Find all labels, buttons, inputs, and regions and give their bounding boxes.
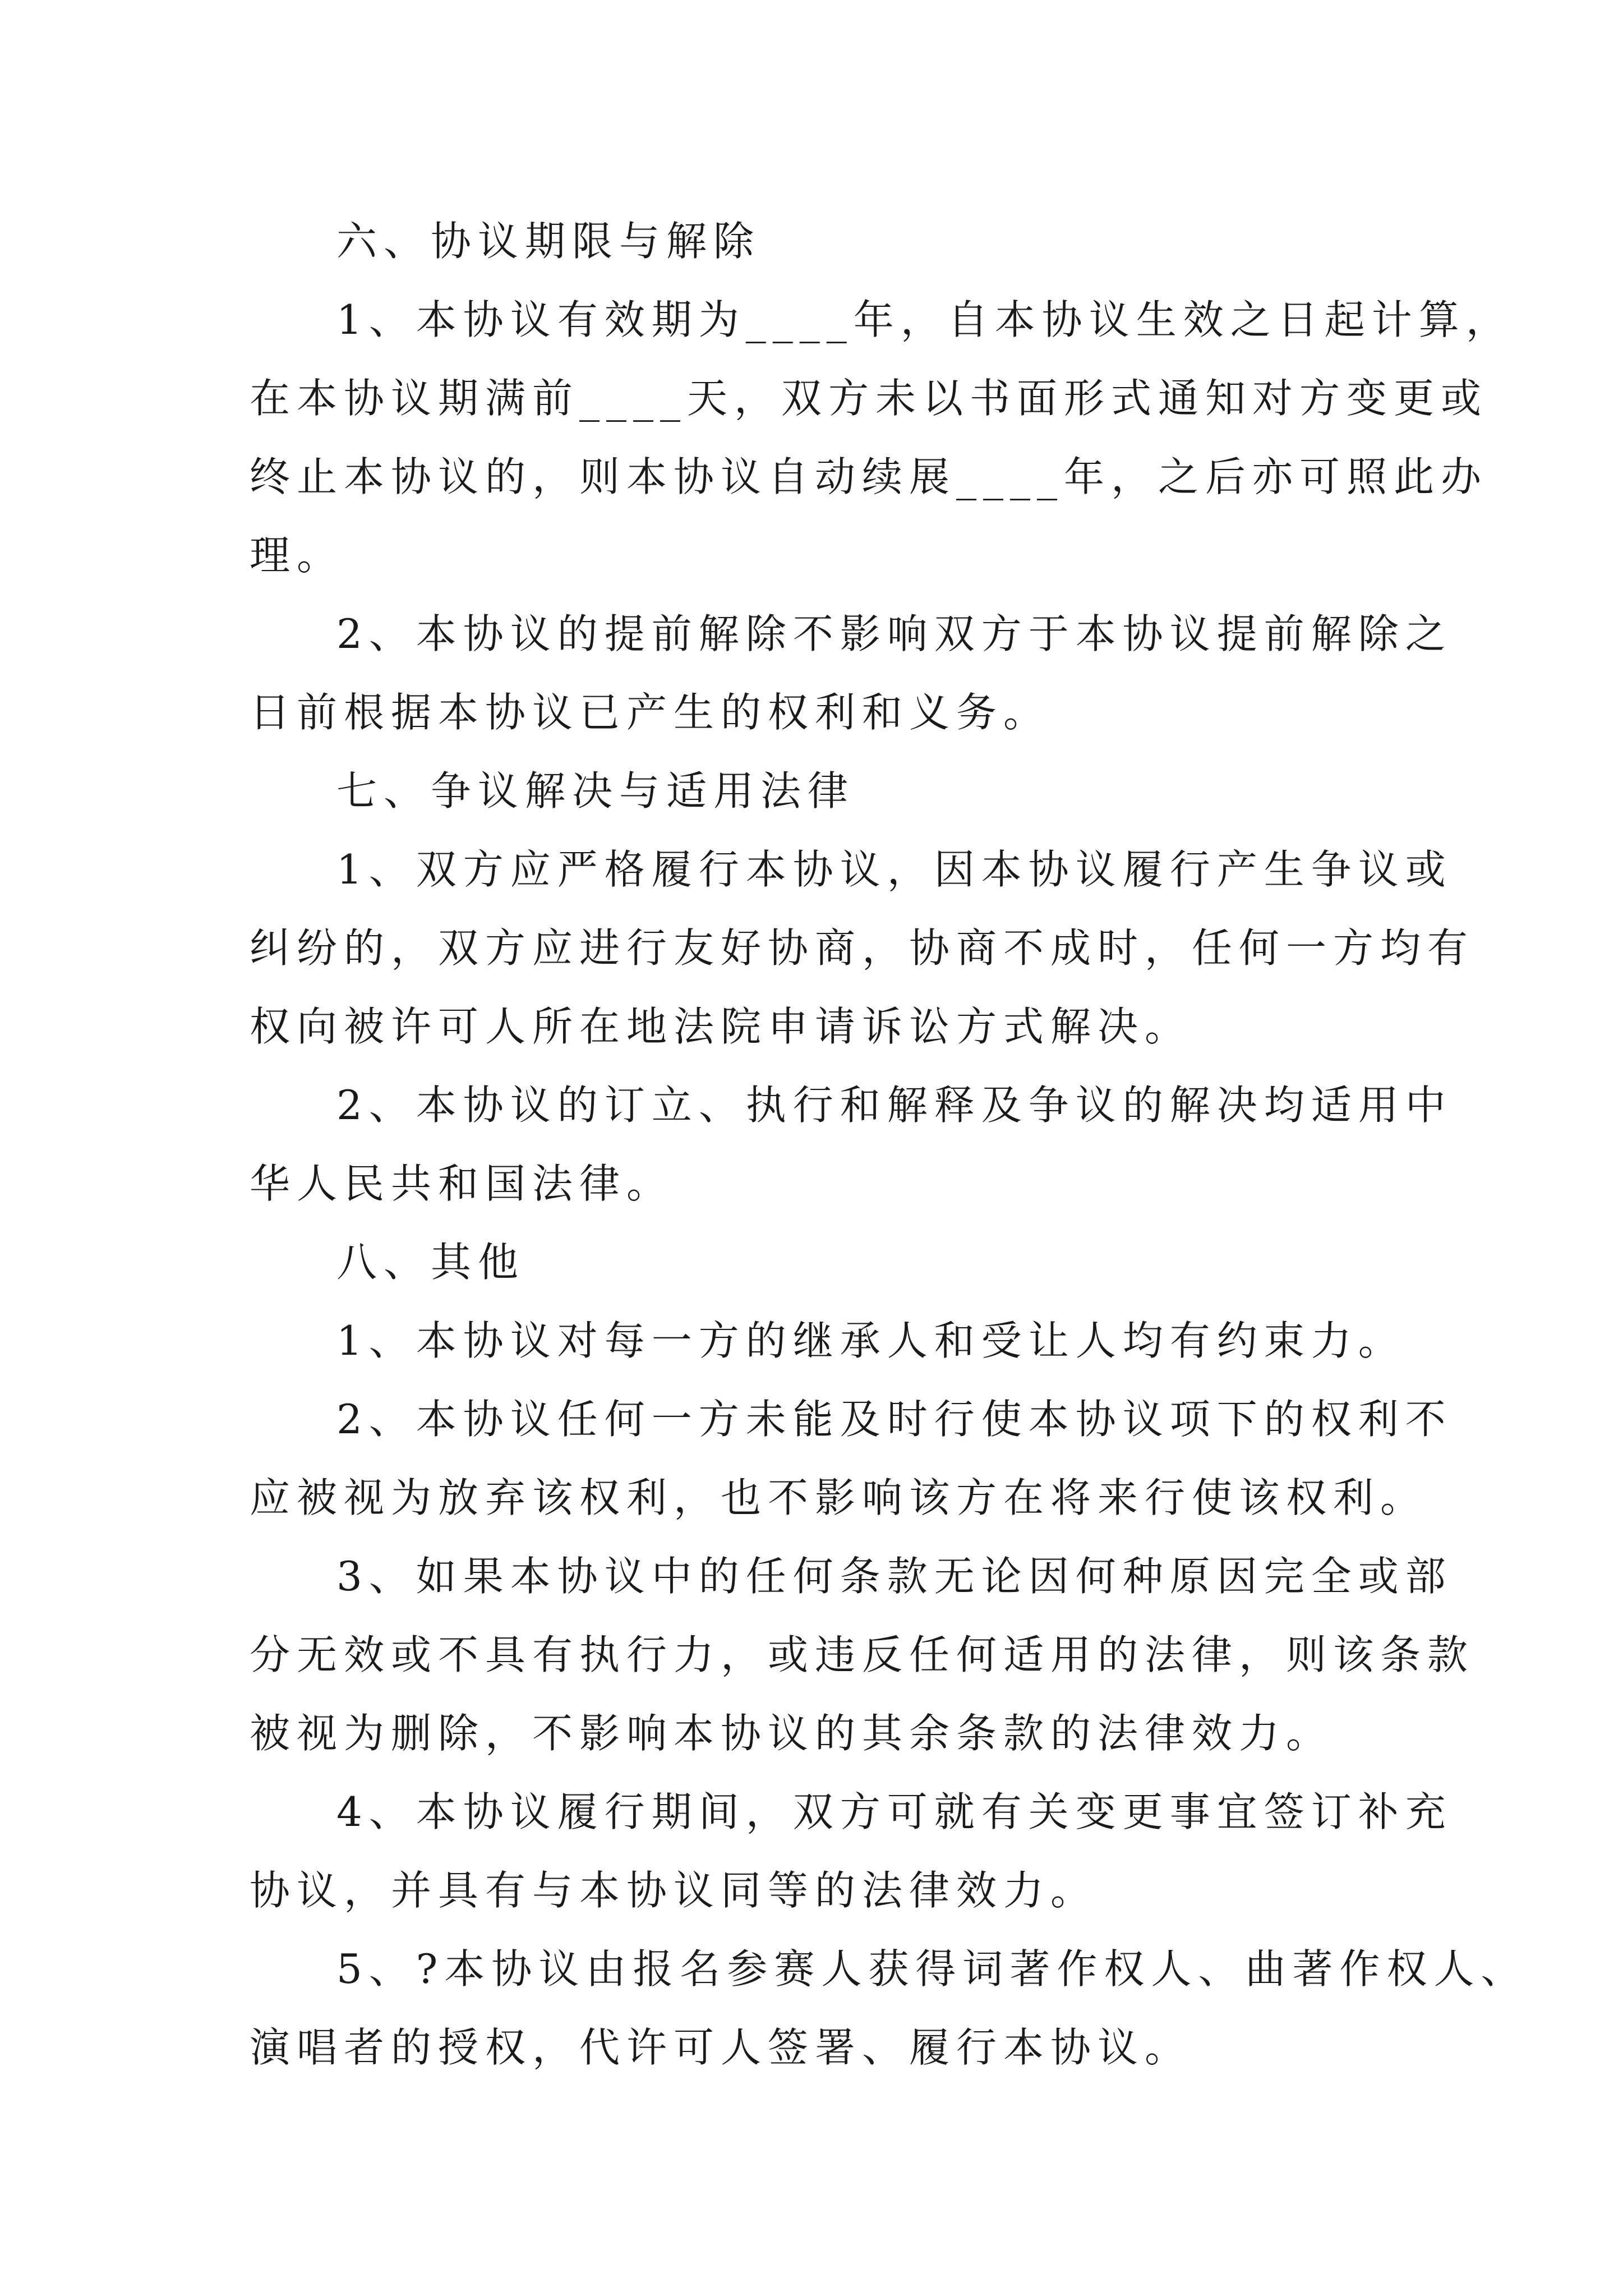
paragraph-line: 2、本协议的订立、执行和解释及争议的解决均适用中 [336, 1082, 1453, 1129]
paragraph-line: 在本协议期满前____天，双方未以书面形式通知对方变更或 [250, 375, 1488, 422]
paragraph-line: 纠纷的，双方应进行友好协商，协商不成时，任何一方均有 [250, 924, 1475, 972]
paragraph-line: 1、本协议对每一方的继承人和受让人均有约束力。 [336, 1317, 1405, 1364]
paragraph-line: 5、?本协议由报名参赛人获得词著作权人、曲著作权人、 [336, 1945, 1528, 1993]
paragraph-line: 协议，并具有与本协议同等的法律效力。 [250, 1867, 1098, 1914]
paragraph-line: 分无效或不具有执行力，或违反任何适用的法律，则该条款 [250, 1631, 1475, 1678]
paragraph-line: 2、本协议的提前解除不影响双方于本协议提前解除之 [336, 610, 1453, 657]
paragraph-line: 4、本协议履行期间，双方可就有关变更事宜签订补充 [336, 1788, 1453, 1835]
paragraph-line: 应被视为放弃该权利，也不影响该方在将来行使该权利。 [250, 1474, 1428, 1521]
paragraph-line: 1、双方应严格履行本协议，因本协议履行产生争议或 [336, 846, 1453, 893]
section-heading-8: 八、其他 [336, 1239, 525, 1286]
paragraph-line: 理。 [250, 532, 344, 579]
paragraph-line: 被视为删除，不影响本协议的其余条款的法律效力。 [250, 1710, 1334, 1757]
paragraph-line: 1、本协议有效期为____年，自本协议生效之日起计算， [336, 296, 1513, 343]
paragraph-line: 权向被许可人所在地法院申请诉讼方式解决。 [250, 1003, 1192, 1050]
paragraph-line: 日前根据本协议已产生的权利和义务。 [250, 689, 1051, 736]
section-heading-7: 七、争议解决与适用法律 [336, 767, 855, 815]
paragraph-line: 3、如果本协议中的任何条款无论因何种原因完全或部 [336, 1553, 1453, 1600]
paragraph-line: 2、本协议任何一方未能及时行使本协议项下的权利不 [336, 1396, 1453, 1443]
paragraph-line: 终止本协议的，则本协议自动续展____年，之后亦可照此办 [250, 453, 1488, 500]
paragraph-line: 华人民共和国法律。 [250, 1160, 674, 1207]
section-heading-6: 六、协议期限与解除 [336, 218, 761, 265]
paragraph-line: 演唱者的授权，代许可人签署、履行本协议。 [250, 2024, 1192, 2071]
